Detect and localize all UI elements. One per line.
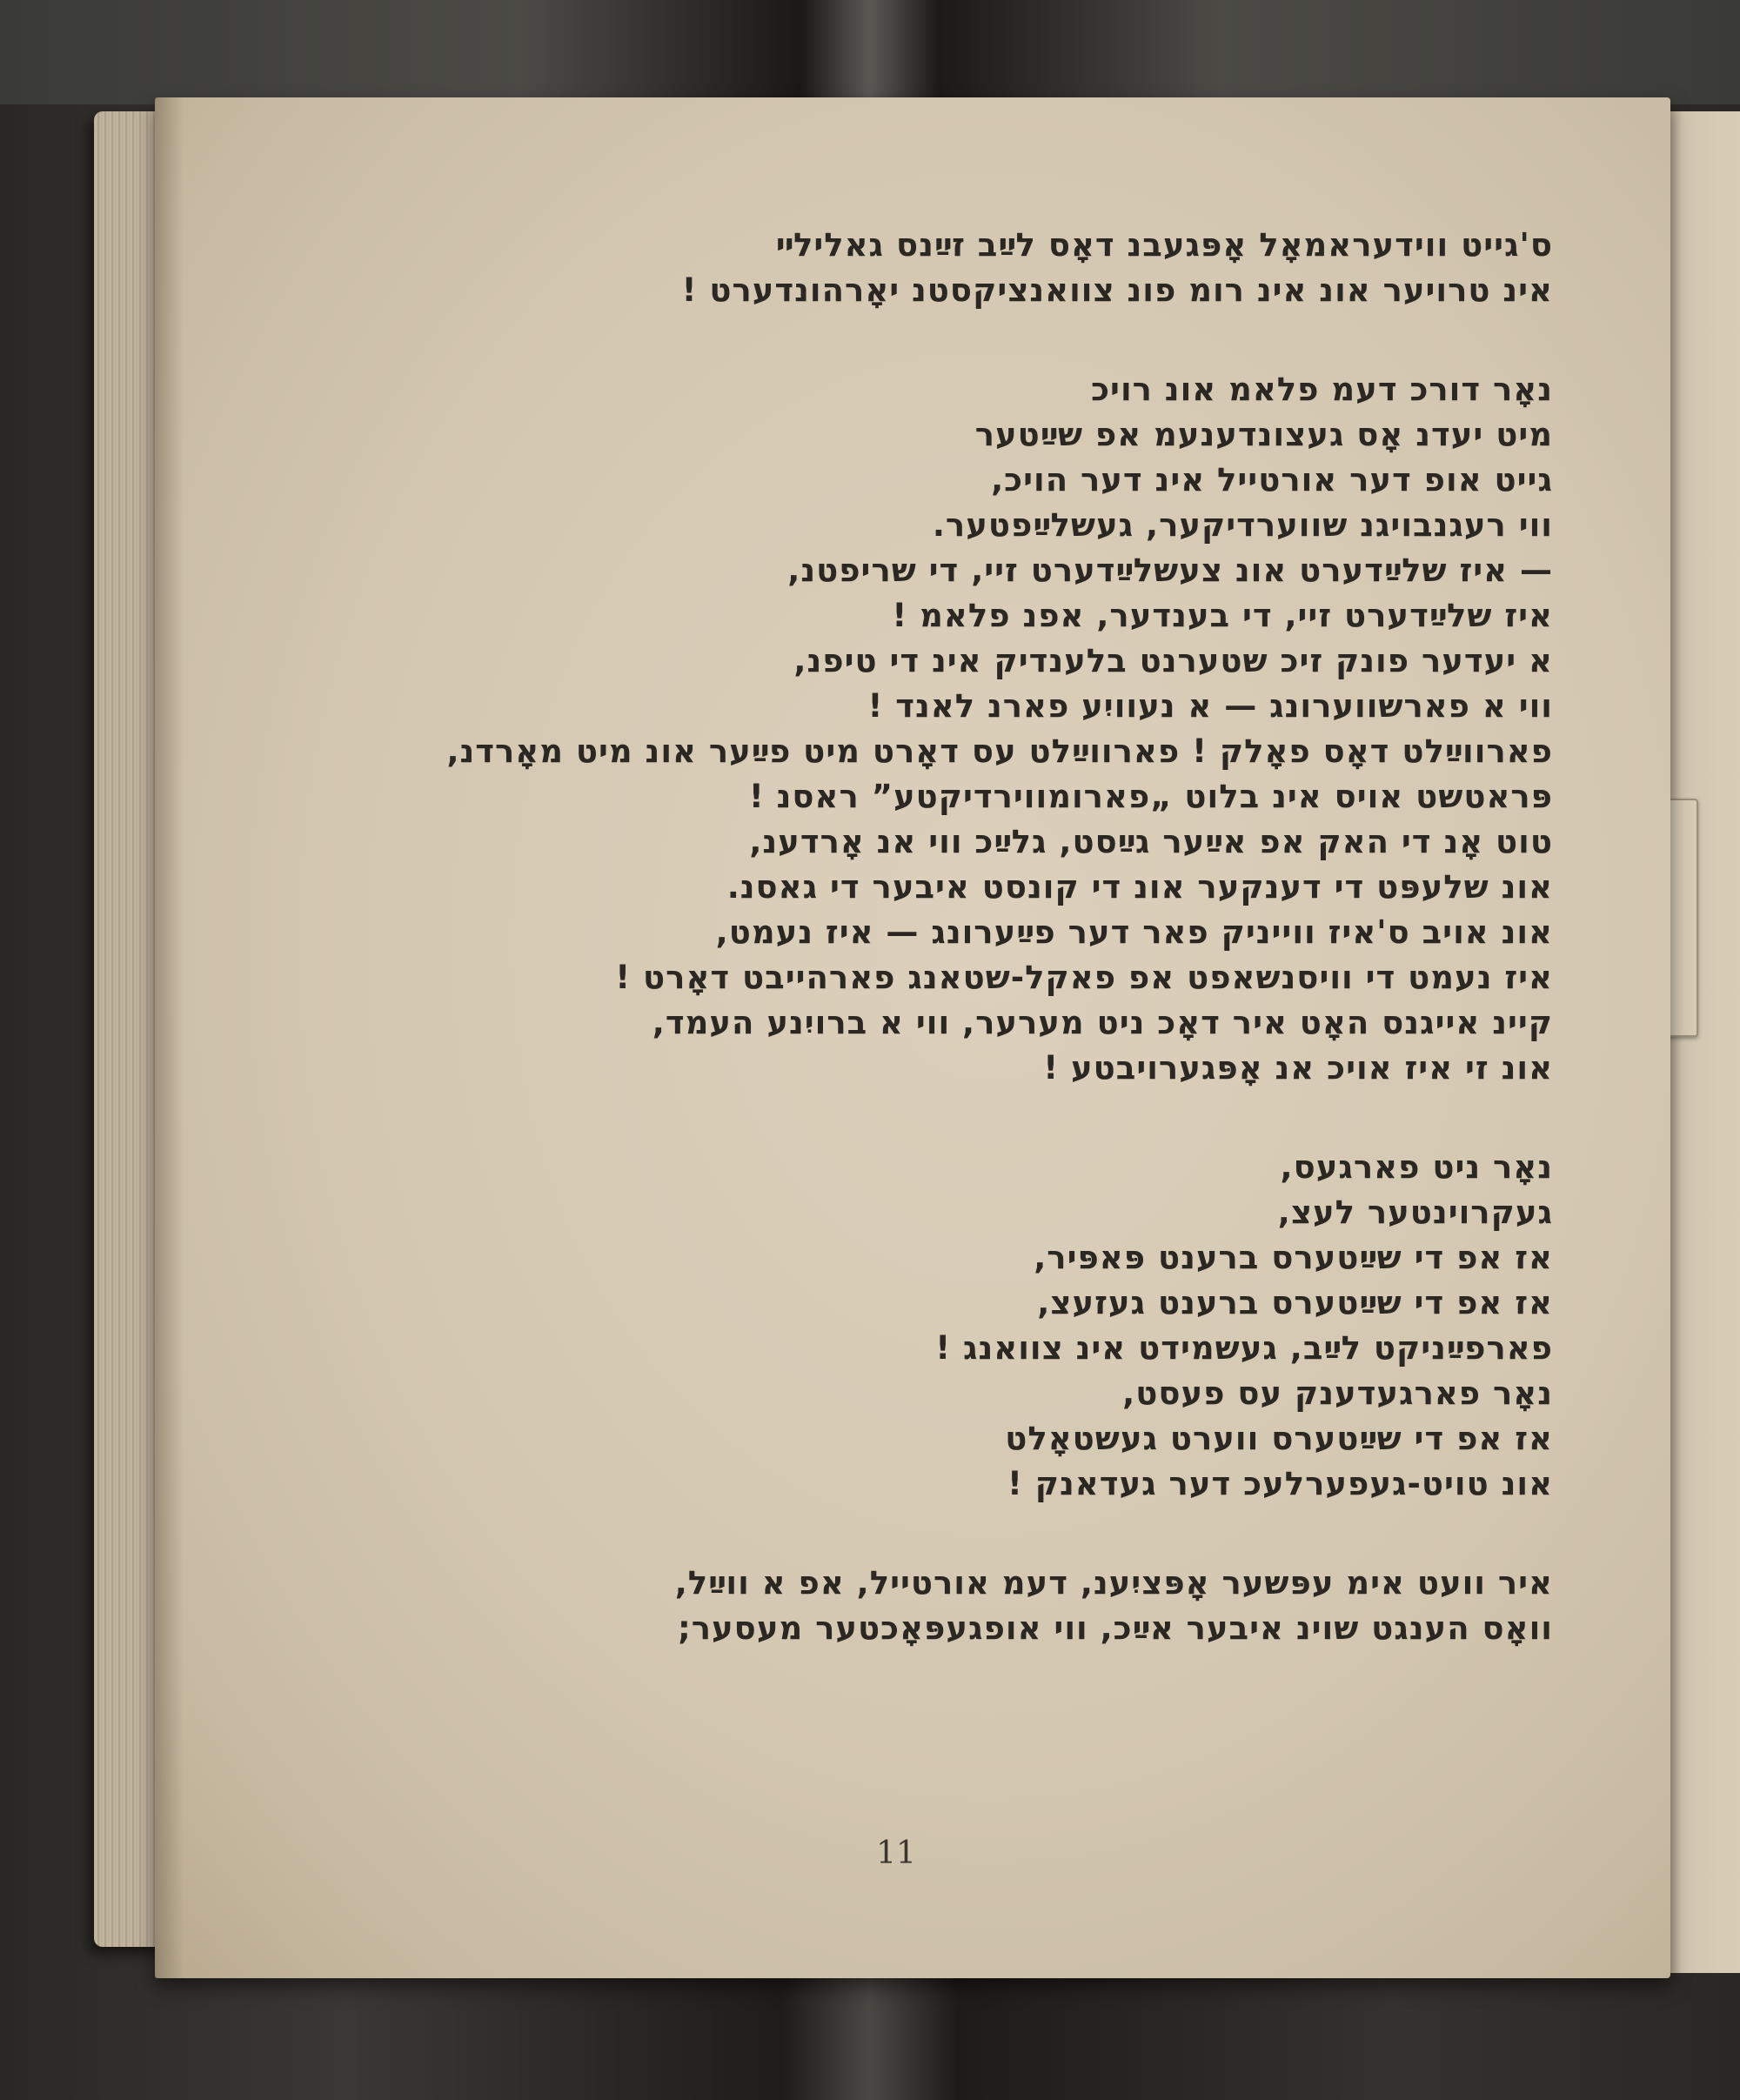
poem-line: ווי א פארשווערונג — א נעוויִע פארנ לאנד ! xyxy=(867,687,1553,725)
page-gutter-shadow xyxy=(155,97,184,1978)
poem-line: פארווײַלט דאָס פאָלק ! פארווײַלט עס דאָרט מיט פײַער אונ מיט מאָרדנ, xyxy=(446,732,1553,770)
poem-line: נאָר פארגעדענק עס פעסט, xyxy=(1122,1374,1553,1412)
poem-line: אז אפ די שײַטערס ברענט געזעצ, xyxy=(1037,1284,1553,1321)
poem-line: געקרוינטער לעצ, xyxy=(1277,1194,1553,1231)
poem-line: מיט יעדנ אָס געצונדענעמ אפ שײַטער xyxy=(974,416,1553,453)
poem-line: פארפײַניקט לײַב, געשמידט אינ צוואנג ! xyxy=(935,1329,1553,1367)
poem-line: גייט אופ דער אורטייל אינ דער הויכ, xyxy=(991,461,1553,498)
stanza-gap xyxy=(287,1507,1553,1561)
background-top xyxy=(0,0,1740,104)
poem-line: אונ שלעפּט די דענקער אונ די קונסט איבער די גאסנ. xyxy=(726,868,1553,906)
page-number: 11 xyxy=(876,1836,916,1871)
poem-line: אינ טרויער אונ אינ רומ פונ צוואנציקסטנ יאָרהונדערט ! xyxy=(681,271,1553,309)
poem-text xyxy=(287,223,1553,1651)
poem-line: נאָר ניט פארגעס, xyxy=(1280,1148,1553,1186)
poem-line: טוט אָנ די האק אפ אײַער גײַסט, גלײַכ ווי אנ אָרדענ, xyxy=(749,823,1553,860)
poem-line: פּראטשט אויס אינ בלוט „פארומווירדיקטע” ראסנ ! xyxy=(748,778,1553,815)
stanza-4 xyxy=(287,1561,1553,1651)
poem-line: — איז שלײַדערט אונ צעשלײַדערט זיי, די שריפטנ, xyxy=(787,552,1553,589)
poem-line: ווי רעגנבויגנ שווערדיקער, געשלײַפטער. xyxy=(932,506,1553,544)
poem-line: איז נעמט די וויסנשאפט אפ פאקל-שטאנג פארהייבט דאָרט ! xyxy=(615,959,1553,996)
poem-line: ס'גייט ווידעראמאָל אָפּגעבנ דאָס לײַב זײַנס גאלילײ xyxy=(775,226,1553,264)
poem-line: אז אפ די שײַטערס ברענט פּאפּיר, xyxy=(1034,1239,1553,1276)
stanza-1 xyxy=(287,223,1553,313)
stanza-gap xyxy=(287,313,1553,367)
poem-line: וואָס הענגט שוינ איבער אײַכ, ווי אופגעפּאָכטער מעסער; xyxy=(677,1609,1553,1647)
poem-line: אונ טויט-געפערלעכ דער געדאנק ! xyxy=(1007,1465,1553,1502)
poem-line: קיינ אייגנס האָט איר דאָכ ניט מערער, ווי א ברויִנע העמד, xyxy=(652,1004,1553,1041)
poem-line: איז שלײַדערט זיי, די בענדער, אפנ פלאמ ! xyxy=(892,597,1553,634)
poem-line: אז אפ די שײַטערס ווערט געשטאָלט xyxy=(1005,1420,1553,1457)
facing-page-edge xyxy=(1660,111,1740,1973)
poem-line: אונ זי איז אויכ אנ אָפּגערויבטע ! xyxy=(1043,1049,1553,1087)
stanza-2 xyxy=(287,367,1553,1091)
poem-line: א יעדער פונק זיכ שטערנט בלענדיק אינ די טיפנ, xyxy=(793,642,1553,679)
poem-line: נאָר דורכ דעמ פלאמ אונ רויכ xyxy=(1091,371,1553,408)
poem-line: אונ אויב ס'איז ווייניק פאר דער פײַערונג — איז נעמט, xyxy=(715,913,1553,951)
stanza-3 xyxy=(287,1145,1553,1507)
poem-line: איר וועט אימ עפּשער אָפּציִענ, דעמ אורטייל, אפ א ווײַל, xyxy=(674,1564,1553,1602)
stanza-gap xyxy=(287,1091,1553,1145)
